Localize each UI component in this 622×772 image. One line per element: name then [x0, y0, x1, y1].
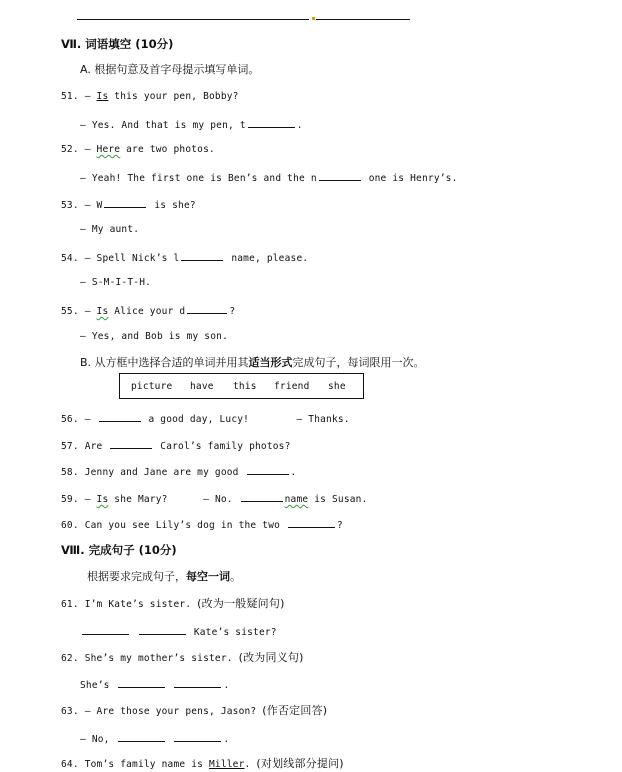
- question-51: [61, 90, 239, 104]
- q-note: (对划线部分提问): [256, 757, 344, 770]
- q-text: Alice your d: [108, 306, 186, 317]
- a-text: — S-M-I-T-H.: [80, 277, 152, 288]
- q-text: a good day, Lucy!: [142, 414, 250, 425]
- word-picture: picture: [131, 381, 173, 392]
- q-number: 52.: [61, 144, 79, 155]
- answer-53: [80, 223, 139, 237]
- part-a-instruction: [80, 63, 259, 77]
- underlined-word: Is: [96, 306, 109, 317]
- q-text: She’s my mother’s sister.: [84, 653, 233, 664]
- answer-62: [80, 677, 229, 693]
- q-text-2: Carol’s family photos?: [154, 441, 291, 452]
- q-text: Can you see Lily’s dog in the two: [84, 520, 281, 531]
- a-text: — Yeah! The first one is Ben’s and the n: [80, 173, 317, 184]
- blank-53[interactable]: [104, 197, 146, 208]
- underlined-word: Is: [96, 91, 109, 102]
- blank-58[interactable]: [247, 464, 289, 475]
- blank-63b[interactable]: [174, 731, 221, 742]
- q-number: 55.: [61, 306, 79, 317]
- answer-63: [80, 731, 229, 747]
- a-text-2: one is Henry’s.: [362, 173, 458, 184]
- q-text-2: name, please.: [225, 253, 309, 264]
- word-this: this: [233, 381, 257, 392]
- question-64: [61, 757, 344, 772]
- answer-line-top: [77, 19, 309, 20]
- q-number: 54.: [61, 253, 79, 264]
- q-text: Jenny and Jane are my good: [84, 467, 239, 478]
- a-end: .: [223, 734, 230, 745]
- answer-55: [80, 330, 228, 344]
- q-number: 60.: [61, 520, 79, 531]
- q-note: (改为同义句): [238, 651, 304, 664]
- a-text: Kate’s sister?: [187, 627, 277, 638]
- word-have: have: [190, 381, 214, 392]
- question-61: [61, 597, 285, 612]
- blank-59[interactable]: [241, 491, 283, 502]
- q-text-3: — Thanks.: [296, 414, 350, 425]
- a-text: — Yes. And that is my pen, t: [80, 120, 246, 131]
- question-54: [61, 250, 308, 266]
- a-text: She’s: [80, 680, 110, 691]
- question-58: [61, 464, 296, 480]
- word-box: [119, 373, 364, 399]
- section-7-title: [61, 37, 173, 51]
- blank-61b[interactable]: [139, 624, 186, 635]
- section-8-title-text: Ⅷ. 完成句子 (10分): [61, 543, 177, 557]
- part-b-bold: 适当形式: [248, 356, 293, 369]
- a-end: .: [223, 680, 230, 691]
- answer-54: [80, 276, 151, 290]
- answer-51: — Yes. And that is my pen, t .: [80, 117, 303, 133]
- dash: —: [84, 306, 91, 317]
- answer-line-top-2: [316, 19, 410, 20]
- question-59: [61, 491, 368, 507]
- blank-61a[interactable]: [82, 624, 129, 635]
- blank-62b[interactable]: [174, 677, 221, 688]
- question-53: [61, 197, 196, 213]
- question-60: [61, 517, 343, 533]
- q-number: 59.: [61, 494, 79, 505]
- question-56: [61, 411, 350, 427]
- dash: —: [84, 494, 91, 505]
- q-text: I’m Kate’s sister.: [84, 599, 192, 610]
- q-text: this your pen, Bobby?: [108, 91, 239, 102]
- q-note: (作否定回答): [262, 704, 328, 717]
- answer-61: [80, 624, 277, 640]
- a-text: — No,: [80, 734, 110, 745]
- q-number: 62.: [61, 653, 79, 664]
- q-text-2: .: [290, 467, 297, 478]
- dash: —: [84, 91, 91, 102]
- q-number: 51.: [61, 91, 79, 102]
- q-number: 57.: [61, 441, 79, 452]
- section-7-title-text: Ⅶ. 词语填空 (10分): [61, 37, 174, 51]
- q-number: 63.: [61, 706, 79, 717]
- q-text-2: ?: [336, 520, 343, 531]
- blank-52[interactable]: [319, 170, 361, 181]
- q-text: — Are those your pens, Jason?: [84, 706, 257, 717]
- q-text-2: ?: [229, 306, 236, 317]
- blank-62a[interactable]: [118, 677, 165, 688]
- underlined-word-2: name: [284, 494, 309, 505]
- q-number: 64.: [61, 759, 79, 770]
- underlined-word: Miller: [209, 759, 245, 770]
- instr-text: 根据要求完成句子，: [87, 570, 186, 583]
- q-text-3: is Susan.: [308, 494, 368, 505]
- question-57: [61, 438, 291, 454]
- a-text: — My aunt.: [80, 224, 140, 235]
- underlined-word: Here: [96, 144, 121, 155]
- part-b-instruction: [80, 356, 425, 370]
- q-number: 53.: [61, 200, 79, 211]
- blank-63a[interactable]: [118, 731, 165, 742]
- instr-bold: 每空一词: [186, 570, 230, 583]
- blank-54[interactable]: [181, 250, 223, 261]
- a-text: — Yes, and Bob is my son.: [80, 331, 228, 342]
- question-52: [61, 143, 215, 157]
- dash: —: [84, 414, 91, 425]
- section-8-title: [61, 543, 177, 557]
- underlined-word: Is: [96, 494, 109, 505]
- question-62: [61, 651, 304, 666]
- question-55: [61, 303, 235, 319]
- q-text-2: is she?: [148, 200, 196, 211]
- blank-55[interactable]: [187, 303, 227, 314]
- q-text-2: .: [244, 759, 251, 770]
- blank-56[interactable]: [99, 411, 141, 422]
- q-text: Are: [84, 441, 103, 452]
- q-text-2: — No.: [203, 494, 233, 505]
- part-b-text: B. 从方框中选择合适的单词并用其: [80, 356, 249, 369]
- instr-end: 。: [230, 570, 241, 583]
- word-friend: friend: [274, 381, 310, 392]
- q-text: are two photos.: [120, 144, 215, 155]
- word-she: she: [328, 381, 346, 392]
- blank-57[interactable]: [110, 438, 152, 449]
- q-number: 56.: [61, 414, 79, 425]
- part-b-text-2: 完成句子，每词限用一次。: [292, 356, 425, 369]
- dash: —: [84, 144, 91, 155]
- q-number: 61.: [61, 599, 79, 610]
- q-note: (改为一般疑问句): [197, 597, 285, 610]
- question-63: [61, 704, 327, 719]
- q-number: 58.: [61, 467, 79, 478]
- blank-60[interactable]: [288, 517, 335, 528]
- q-text: — W: [84, 200, 103, 211]
- section-8-instruction: [87, 570, 241, 584]
- q-text: — Spell Nick’s l: [84, 253, 180, 264]
- q-text: she Mary?: [108, 494, 168, 505]
- marker-dot: [312, 17, 315, 20]
- part-a-text: A. 根据句意及首字母提示填写单词。: [80, 63, 260, 76]
- q-text: Tom’s family name is: [84, 759, 209, 770]
- blank-51[interactable]: [248, 117, 295, 128]
- answer-52: [80, 170, 458, 186]
